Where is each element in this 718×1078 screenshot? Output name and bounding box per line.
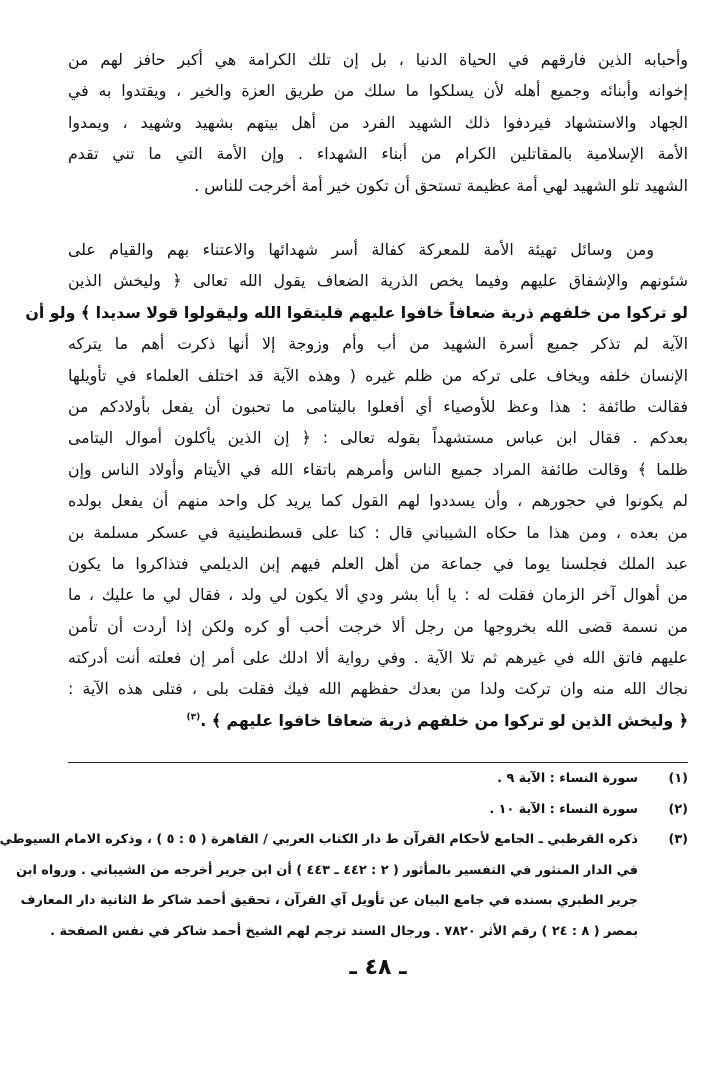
text-line: ظلما ﴾ وقالت طائفة المراد جميع الناس وأمرهم باتقاء الله في الأيتام وأولاد الناس وإن: [68, 459, 688, 479]
footnote-text: سورة النساء : الآية ١٠ .: [489, 801, 638, 817]
footnote-number: (١): [668, 771, 688, 786]
footnote-text: جرير الطبري بسنده في جامع البيان عن تأويل آي القرآن ، تحقيق أحمد شاكر ط الثانية دار المعارف: [20, 893, 638, 908]
text-line: الآية لم تذكر جميع أسرة الشهيد من أب وأم وزوجة إلا أنها ذكرت أهم ما يتركه: [68, 334, 688, 354]
text-line: نجاك الله منه وان تركت ولدا من بعدك حفظهم الله فيك فقلت بلى ، فتلى هذه الآية :: [68, 679, 688, 699]
footnote-3: [0, 825, 688, 947]
footnotes: [0, 764, 688, 947]
footnote-text: في الدار المنثور في التفسير بالمأثور ( ٢ : ٤٤٢ ـ ٤٤٣ ) أن ابن جرير أخرجه من الشيباني . ورواه ابن: [16, 862, 638, 878]
footnote-number: (٢): [668, 801, 688, 817]
text-line: الشهيد تلو الشهيد لهي أمة عظيمة تستحق أن تكون خير أمة أخرجت للناس .: [194, 175, 688, 195]
footnote-number: (٣): [668, 832, 688, 847]
footnote-divider: [68, 762, 688, 763]
text-line: ومن وسائل تهيئة الأمة للمعركة كفالة أسر شهدائها والاعتناء بهم والقيام على: [68, 240, 654, 259]
page-number: ـ ٤٨ ـ: [349, 955, 407, 980]
footnote-text: سورة النساء : الآية ٩ .: [497, 771, 638, 786]
text-line: الإنسان خلفه ويخاف على تركه من ظلم غيره ( وهذه الآية قد اختلف العلماء في تأويلها: [68, 365, 688, 385]
paragraph-2: [25, 234, 688, 736]
footnote-1: [68, 764, 688, 795]
text-line: عبد الملك فجلسنا يوما في جماعة من أهل العلم فيهم إبن الديلمي فتذاكروا ما يكون: [68, 553, 688, 573]
footnote-text: بمصر ( ٨ : ٢٤ ) رقم الأثر ٧٨٢٠ . ورجال السند ترجم لهم الشيخ أحمد شاكر في نفس الصفحة .: [50, 923, 638, 939]
text-line: فقالت طائفة : هذا وعظ للأوصياء أي أفعلوا باليتامى ما تحبون أن يفعل بأولادكم من: [68, 396, 688, 416]
footnote-ref-3[interactable]: (٣): [186, 712, 201, 723]
text-line: من نسمة قضى الله بخروجها من رجل ألا خرجت أحب أو كره ولكن إذا أردت أن تأمن: [68, 616, 688, 636]
text-line: وأحبابه الذين فارقهم في الحياة الدنيا ، بل إن تلك الكرامة هي أكبر حافز لهم من: [68, 50, 688, 69]
text-line: من بعده ، ومن هذا ما حكاه الشيباني قال : كنا على قسطنطينية في عسكر مسلمة بن: [68, 522, 688, 542]
footnote-text: ذكره القرطبي ـ الجامع لأحكام القرآن ط دار الكتاب العربي / القاهرة ( ٥ : ٥ ) ، وذكره الامام السيوطي: [0, 832, 638, 847]
footnote-2: [68, 795, 688, 826]
text-line: الجهاد والاستشهاد فيردفوا ذلك الشهيد الفرد من أهل بيتهم بشهيد وشهيد ، ويمدوا: [68, 112, 688, 132]
paragraph-1: [68, 44, 688, 201]
text-line: عليهم فاتق الله في غيرهم ثم تلا الآية . وفي رواية ألا ادلك على أمر إن فعلته أنت أدركته: [68, 648, 688, 668]
quran-verse-line: [68, 705, 688, 736]
text-line: من أهوال آخر الزمان فقلت له : يا أبا بشر ودي ألا يكون لي ولد ، فقال لي ما عليك ، ما: [68, 585, 688, 605]
text-line: بعدكم . فقال ابن عباس مستشهداً بقوله تعالى : ﴿ إن الذين يأكلون أموال اليتامى: [68, 428, 688, 448]
text-line: شئونهم والإشفاق عليهم وفيما يخص الذرية الضعاف يقول الله تعالى ﴿ وليخش الذين: [68, 271, 688, 291]
text-line: إخوانه وأبنائه وجميع أهله لأن يسلكوا ما سلك من طريق العزة والخير ، ويقتدوا به في: [68, 81, 688, 101]
text-line: الأمة الإسلامية بالمقاتلين الكرام من أبناء الشهداء . وإن الأمة التي ما تني تقدم: [68, 144, 688, 164]
verse-text: ﴿ وليخش الذين لو تركوا من خلفهم ذرية ضعافا خافوا عليهم ﴾ .: [200, 710, 688, 730]
quran-verse-line: لو تركوا من خلفهم ذرية ضعافاً خافوا عليهم فليتقوا الله وليقولوا قولا سديدا ﴾ ولو أن: [25, 302, 688, 322]
text-line: لم يكونوا في حجورهم ، وأن يسددوا لهم القول كما يريد كل واحد منهم أن يفعل بولده: [68, 491, 688, 511]
